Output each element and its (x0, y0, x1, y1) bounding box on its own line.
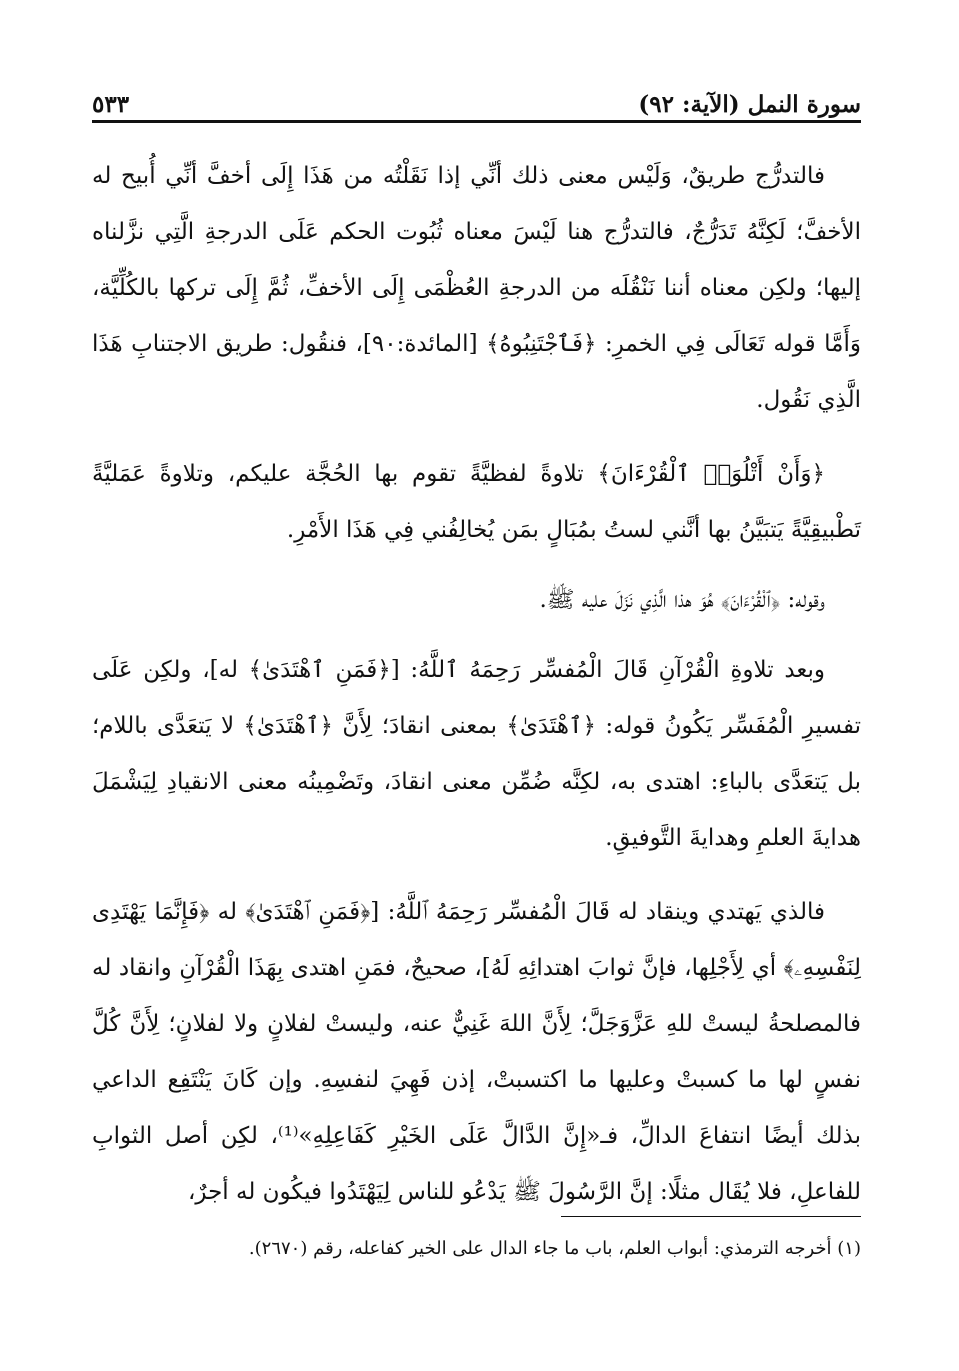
page-number: ٥٣٣ (92, 91, 130, 118)
paragraph: ﴿وَأَنْ أَتْلُوَا۟ ٱلْقُرْءَانَ﴾ تلاوةً لفظيَّةً تقوم بها الحُجَّة عليكم، وتلاوةً عَمَليَّةً تَطْبيقِيَّةً يَتبَيَّنُ بها أنَّني لستُ بمُبَالٍ بمَن يُخالِفُني فِي هَذَا الأَمْرِ. (92, 461, 861, 543)
page-header (92, 78, 861, 123)
paragraph: وقوله: ﴿ٱلْقُرْءَانَ﴾ هُوَ هذا الَّذِي نَزَلَ عليه ﷺ. (539, 587, 825, 613)
paragraph: وبعد تلاوةِ الْقُرْآنِ قَالَ الْمُفسِّر رَحِمَهُ ٱللَّهُ: [﴿فَمَنِ ٱهْتَدَىٰ﴾ له]، ولكِن عَلَى تفسيرِ الْمُفَسِّر يَكُونُ قوله: ﴿ٱهْتَدَىٰ﴾ بمعنى انقادَ؛ لِأَنَّ ﴿ٱهْتَدَىٰ﴾ لا يَتعَدَّى باللام؛ بل يَتعَدَّى بالباءِ: اهتدى به، لكِنَّه ضُمِّن معنى انقادَ، وتَضْمِينُه معنى الانقيادِ لِيَشْمَلَ هدايةَ العلمِ وهدايةَ التَّوفيقِ. (92, 657, 861, 851)
paragraph: فالذي يَهتدي وينقاد له قَالَ الْمُفسِّر رَحِمَهُ ٱللَّهُ: [﴿فَمَنِ ٱهْتَدَىٰ﴾ له ﴿فَإِنَّمَا يَهْتَدِى لِنَفْسِهِۦ﴾ أي لِأَجْلِها، فإنَّ ثوابَ اهتدائِهِ لَهُ]، صحيحٌ، فمَنِ اهتدى بِهَذَا الْقُرْآنِ وانقاد له فالمصلحةُ ليستْ للهِ عَزَّوَجَلَّ؛ لِأَنَّ اللهَ غَنِيٌّ عنه، وليستْ لفلانٍ ولا لفلانٍ؛ لِأَنَّ كُلَّ نفسٍ لها ما كسبتْ وعليها ما اكتسبتْ، إذن فَهِيَ لنفسِهِ. وإن كَانَ يَنْتَفِع الداعي بذلك أيضًا انتفاعَ الدالِّ، فـ«إِنَّ الدَّالَّ عَلَى الخَيْرِ كَفَاعِلِهِ»⁽¹⁾، لكِن أصل الثوابِ للفاعلِ، فلا يُقَال مثلًا: إنَّ الرَّسُولَ ﷺ يَدْعُو للناس لِيَهْتَدُوا فيكُون له أجرٌ، (92, 899, 862, 1205)
paragraph: فالتدرُّج طريقٌ، وَلَيْس معنى ذلك أنِّي إذا نَقَلْتُه من هَذَا إِلَى أخفَّ أنِّي أُبيح له الأخفَّ؛ لَكِنَّهُ تَدَرُّجٌ، فالتدرُّج هنا لَيْسَ معناه ثُبُوت الحكم عَلَى الدرجةِ الَّتِي نزَّلناه إليها؛ ولكِن معناه أننا نَنْقُلَه من الدرجةِ العُظْمَى إِلَى الأخفِّ، ثُمَّ إِلَى تركها بالكُلِّيَّة، وَأَمَّا قوله تَعَالَى فِي الخمرِ: ﴿فَٱجْتَنِبُوهُ﴾ [المائدة:٩٠]، فنقُول: طريق الاجتنابِ هَذَا الَّذِي نَقُول. (92, 163, 861, 413)
footnote-separator (561, 1216, 861, 1217)
surah-title: سورة النمل (الآية: ٩٢) (638, 91, 861, 118)
page-body (92, 148, 861, 1238)
footnote: (١) أخرجه الترمذي: أبواب العلم، باب ما جاء الدال على الخير كفاعله، رقم (٢٦٧٠). (248, 1238, 861, 1259)
